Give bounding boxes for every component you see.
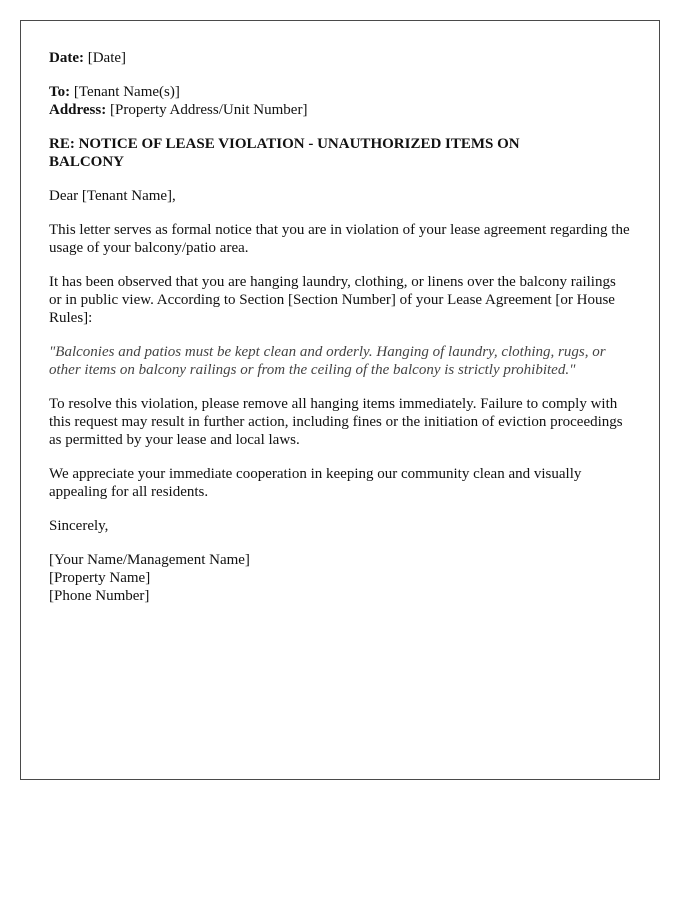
paragraph-observation: It has been observed that you are hanging laundry, clothing, or linens over the balcony railings or in public view. According to Section [Section Number] of your Lease Agreement [or House Rules]: [49, 274, 616, 326]
signature-name: [Your Name/Management Name] [49, 552, 250, 568]
address-label: Address: [49, 102, 107, 118]
signature-property: [Property Name] [49, 570, 151, 586]
signature-block [49, 551, 631, 605]
date-value: [Date] [87, 50, 127, 66]
paragraph-appreciation: We appreciate your immediate cooperation in keeping our community clean and visually appealing for all residents. [49, 466, 582, 500]
to-value: [Tenant Name(s)] [73, 84, 180, 100]
address-line [49, 101, 631, 119]
lease-quote: "Balconies and patios must be kept clean and orderly. Hanging of laundry, clothing, rugs, or other items on balcony railings or from the ceiling of the balcony is strictly prohibited." [49, 344, 606, 378]
paragraph-resolution: To resolve this violation, please remove all hanging items immediately. Failure to comply with this request may result in further action, including fines or the initiation of eviction proceedings as permitted by your lease and local laws. [49, 396, 623, 448]
recipient-block [49, 83, 631, 119]
date-label: Date: [49, 50, 84, 66]
to-line [49, 83, 631, 101]
salutation: Dear [Tenant Name], [49, 188, 176, 204]
signature-phone: [Phone Number] [49, 588, 150, 604]
address-value: [Property Address/Unit Number] [109, 102, 308, 118]
paragraph-notice: This letter serves as formal notice that you are in violation of your lease agreement regarding the usage of your balcony/patio area. [49, 222, 630, 256]
to-label: To: [49, 84, 71, 100]
subject-line: RE: NOTICE OF LEASE VIOLATION - UNAUTHORIZED ITEMS ON BALCONY [49, 136, 520, 170]
closing: Sincerely, [49, 518, 109, 534]
letter-document [20, 20, 660, 780]
date-line [49, 49, 631, 67]
